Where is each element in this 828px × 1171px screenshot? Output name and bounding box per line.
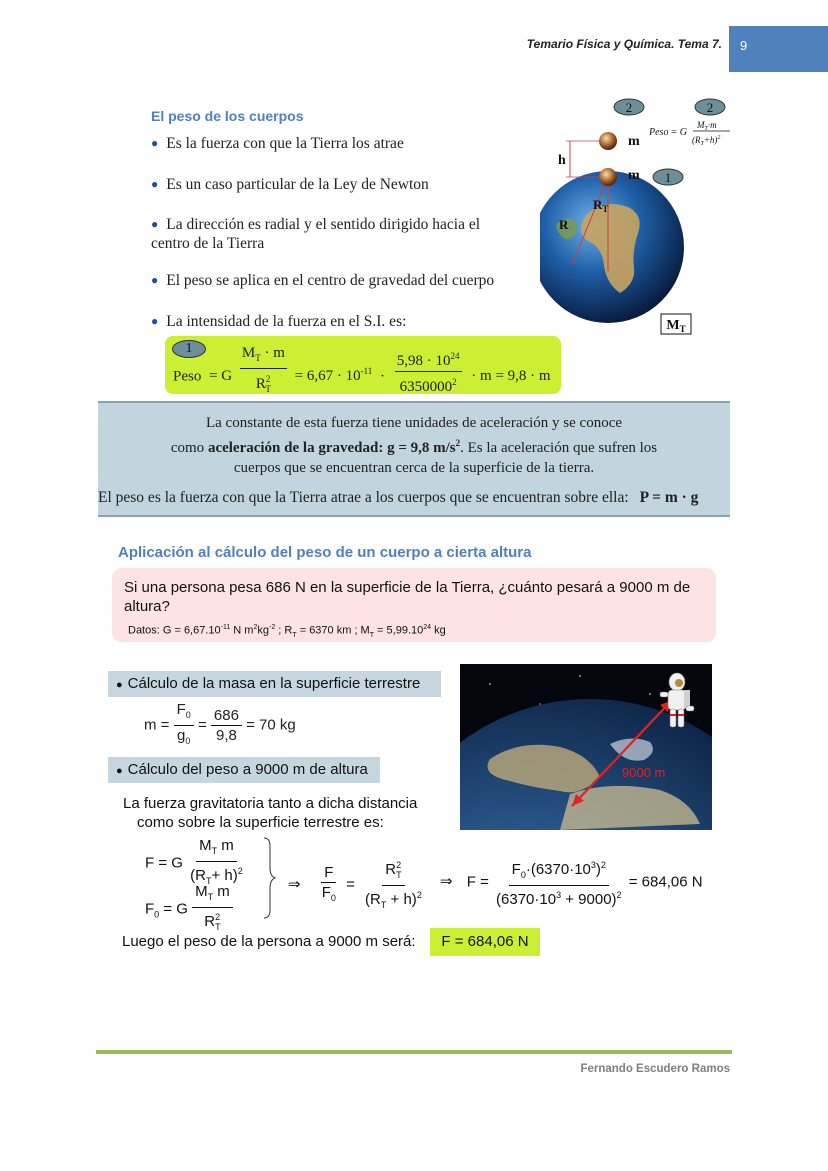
mt-sub: T	[211, 846, 218, 856]
bullet-icon: ●	[151, 273, 159, 287]
badge-2-formula-text: 2	[706, 100, 714, 115]
mass-label-2: m	[628, 134, 640, 149]
step-2-label	[108, 757, 380, 783]
rt-symbol: R	[255, 376, 266, 392]
rt2: R	[204, 913, 216, 930]
header-title: Temario Física y Química. Tema 7.	[526, 37, 722, 51]
calc-f: F =	[466, 873, 489, 891]
info-line-1: La constante de esta fuerza tiene unidades de aceleración y se conoce	[205, 415, 623, 431]
f0-eq-g: = G	[159, 900, 188, 918]
ratio-den	[362, 886, 425, 915]
bullet-text: Es la fuerza con que la Tierra los atrae	[166, 135, 404, 152]
ratio-den-sub: T	[380, 900, 387, 910]
ratio-f: F	[321, 863, 336, 883]
bullet-3	[151, 215, 480, 235]
calc-num-f: F	[511, 861, 521, 878]
g-symbol: g	[177, 727, 186, 744]
calc-num-close: )	[595, 861, 601, 878]
bullet-5	[151, 312, 406, 332]
ratio-f0-sub: 0	[330, 893, 336, 903]
data-mt-unit: kg	[431, 624, 446, 637]
bullet-icon: ●	[151, 314, 159, 328]
ratio-num-exp: 2	[396, 860, 402, 870]
mt-sub: T	[255, 353, 261, 363]
f0-symbol: F	[145, 900, 155, 918]
badge-2-top-text: 2	[625, 100, 633, 115]
mass-ball-2	[599, 132, 617, 150]
den-rt: (R	[190, 867, 206, 884]
calc-num-exp3: 3	[590, 860, 596, 870]
mass-result: = 70 kg	[246, 716, 296, 734]
earth-mass-m: M	[666, 318, 680, 333]
mt-rest: m	[217, 837, 234, 854]
mt-sub: T	[207, 892, 214, 902]
bullet-1	[151, 134, 404, 154]
implies-arrow-2: ⇒	[440, 873, 453, 891]
gravity-definition: aceleración de la gravedad: g = 9,8 m/s	[207, 440, 456, 456]
step-2-line-2: como sobre la superficie terrestre es:	[137, 814, 384, 831]
star	[649, 693, 651, 695]
bullet-icon: ●	[116, 679, 123, 691]
bullet-text: La intensidad de la fuerza en el S.I. es:	[166, 313, 407, 330]
ratio-num-r: R	[385, 861, 397, 878]
rt-sub: T	[265, 384, 271, 394]
calc-num	[509, 856, 609, 886]
distance-label: 9000 m	[622, 765, 666, 780]
radius-t-sub: T	[602, 204, 609, 214]
bullet-text: Es un caso particular de la Ley de Newton	[166, 176, 429, 193]
rt2-exp: 2	[215, 912, 221, 922]
bullet-icon: ●	[151, 217, 159, 231]
peso-den-sub: T	[700, 141, 704, 147]
step-2-explanation	[123, 794, 417, 832]
ratio-den-r: (R	[365, 891, 381, 908]
bullet-icon: ●	[151, 136, 159, 150]
peso-num-rest: ·m	[707, 120, 717, 130]
data-g-exp: -11	[220, 624, 231, 631]
badge-1-formula: 1	[172, 340, 206, 358]
implies-arrow: ⇒	[288, 876, 301, 894]
ratio-num	[382, 856, 404, 886]
info-line-2-pre: como	[170, 440, 208, 456]
f-sub: 0	[185, 710, 191, 720]
calc-den	[493, 886, 625, 909]
g-sub: 0	[185, 736, 191, 746]
data-mt-sub: T	[369, 631, 374, 639]
info-line-2	[138, 433, 690, 458]
weight-formula	[173, 345, 551, 405]
mass-ball-1	[599, 168, 617, 186]
f0-num	[192, 882, 233, 908]
formula-tail: · m = 9,8 · m	[471, 368, 551, 385]
radius-label: R	[559, 217, 569, 232]
data-rt: ; R	[275, 624, 293, 637]
page-number: 9	[740, 38, 748, 53]
info-line-2-post: . Es la aceleración que sufren los	[460, 440, 658, 456]
mass-den: 9,8	[215, 727, 237, 744]
problem-question: Si una persona pesa 686 N en la superficie de la Tierra, ¿cuánto pesará a 9000 m de altura?	[124, 579, 691, 615]
weight-definition-formula: P = m · g	[639, 489, 699, 506]
mass-value-fraction	[211, 706, 242, 745]
peso-formula-lhs	[648, 127, 687, 138]
eq-g: = G	[209, 368, 233, 385]
data-kg: kg	[257, 624, 270, 637]
earth-mass-sub: T	[679, 324, 686, 334]
numeric-den-exp: 2	[452, 376, 457, 387]
ratio-f0	[319, 883, 339, 908]
g0	[174, 726, 193, 751]
data-mt-val: = 5,99.10	[374, 624, 424, 637]
step-2-line-1: La fuerza gravitatoria tanto a dicha distancia	[123, 795, 418, 812]
peso-num-m: M	[697, 120, 705, 130]
height-label: h	[558, 153, 566, 168]
mt-m: M	[199, 837, 212, 854]
const-value: = 6,67 · 10	[294, 368, 361, 385]
bullet-icon: ●	[116, 765, 123, 777]
step-1-label	[108, 671, 441, 697]
rt2-sub: T	[215, 922, 221, 932]
den-exp: 2	[237, 866, 243, 876]
bullet-text: La dirección es radial y el sentido dirigido hacia el	[166, 216, 481, 233]
mt-numerator	[240, 343, 287, 369]
data-rt-val: = 6370 km ; M	[296, 624, 370, 637]
den-rt-sub: T	[205, 876, 212, 886]
bullet-4	[151, 271, 494, 291]
numeric-denominator	[398, 372, 459, 397]
f-num	[196, 836, 237, 862]
section-title-peso: El peso de los cuerpos	[151, 108, 304, 124]
info-line-2-bold	[208, 440, 460, 456]
peso-num-sub: T	[704, 126, 708, 132]
data-kg-exp: -2	[269, 624, 276, 631]
peso-word: Peso	[649, 127, 669, 138]
weight-definition-text: El peso es la fuerza con que la Tierra atrae a los cuerpos que se encuentran sobre ella:	[98, 489, 629, 506]
problem-data	[128, 624, 446, 639]
calc-fraction	[493, 856, 625, 909]
m-eq: m =	[144, 716, 170, 734]
eq-sign: =	[197, 716, 207, 734]
bullet-text: El peso se aplica en el centro de gravedad del cuerpo	[166, 272, 495, 289]
gravity-exp: 2	[455, 438, 461, 448]
peso-formula-num	[696, 120, 717, 132]
weight-definition	[98, 489, 730, 507]
f-eq-g: F = G	[145, 854, 183, 872]
calc-den-rest: + 9000)	[561, 891, 617, 908]
mass-num: 686	[211, 706, 242, 726]
rt-denominator	[254, 369, 273, 399]
ratio-f0-symbol: F	[321, 884, 331, 901]
f0-fraction	[192, 882, 233, 937]
ratio-den-rest: + h)	[386, 891, 417, 908]
mt-m: M	[195, 883, 208, 900]
earth-weight-diagram	[540, 95, 740, 335]
step-1-text: Cálculo de la masa en la superficie terrestre	[127, 675, 421, 692]
calc-result: = 684,06 N	[628, 873, 703, 891]
data-mt-exp: 24	[423, 624, 432, 631]
data-g-unit: N m	[230, 624, 254, 637]
calc-den-exp3: 3	[556, 890, 562, 900]
peso-label: Peso	[173, 368, 202, 385]
final-answer-text: Luego el peso de la persona a 9000 m será:	[122, 933, 416, 950]
den-rt-rest: + h)	[211, 867, 238, 884]
f0	[174, 700, 194, 726]
astronaut-earth-image	[460, 664, 712, 830]
numeric-num-value: 5,98 · 10	[396, 352, 451, 369]
const-exp: -11	[360, 366, 373, 377]
mt-over-rt-fraction	[240, 343, 287, 399]
peso-den-open: (R	[692, 135, 701, 145]
info-line-3: cuerpos que se encuentran cerca de la superficie de la tierra.	[233, 460, 595, 476]
mass-label-1: m	[628, 168, 640, 183]
rt-exp: 2	[265, 374, 271, 384]
numeric-den-value: 6350000	[399, 378, 453, 395]
gravity-info-box	[98, 401, 730, 517]
calc-den-exp2: 2	[616, 890, 622, 900]
rt-ratio	[362, 856, 425, 915]
star	[539, 703, 540, 704]
ratio-derivation	[288, 856, 425, 915]
footer-author: Fernando Escudero Ramos	[580, 1063, 730, 1075]
calc-num-exp2: 2	[600, 860, 606, 870]
mass-calculation	[144, 700, 296, 751]
peso-den-rest: +h)	[703, 135, 718, 145]
final-answer-box: F = 684,06 N	[430, 928, 540, 956]
calc-num-rest: ·(6370·10	[525, 861, 591, 878]
ratio-eq: =	[346, 876, 355, 894]
calc-num-sub: 0	[520, 870, 526, 880]
f-symbol: F	[176, 701, 186, 718]
eq-const	[295, 368, 373, 384]
star	[579, 675, 581, 677]
f0-over-g0	[174, 700, 194, 751]
final-calculation	[440, 856, 703, 909]
numeric-numerator	[395, 346, 462, 372]
badge-1-diagram-text: 1	[664, 170, 672, 185]
page-number-tab	[729, 26, 828, 72]
bullet-3-cont: centro de la Tierra	[151, 235, 265, 252]
footer-divider	[96, 1050, 732, 1054]
data-g: Datos: G = 6,67.10	[128, 624, 221, 637]
f-over-f0	[319, 863, 339, 908]
peso-den-exp: 2	[717, 135, 721, 141]
peso-formula-den	[692, 135, 720, 147]
ratio-den-exp: 2	[416, 890, 422, 900]
calc-den-value: (6370·10	[496, 891, 557, 908]
step-2-text: Cálculo del peso a 9000 m de altura	[127, 761, 368, 778]
bullet-icon: ●	[151, 177, 159, 191]
gravity-explanation	[138, 413, 690, 478]
f0-sub: 0	[154, 909, 160, 920]
data-m-exp: 2	[253, 624, 258, 631]
mt-rest: m	[213, 883, 230, 900]
surface-force-formula	[145, 882, 233, 937]
peso-eq: = G	[670, 127, 687, 138]
times-dot: ·	[380, 368, 386, 385]
data-rt-sub: T	[292, 631, 297, 639]
numeric-num-exp: 24	[450, 350, 460, 361]
section-title-altura: Aplicación al cálculo del peso de un cuerpo a cierta altura	[118, 544, 532, 561]
star	[489, 683, 491, 685]
ratio-num-sub: T	[396, 870, 402, 880]
radius-t-main: R	[593, 197, 603, 212]
bullet-2	[151, 175, 429, 195]
brace	[262, 836, 276, 920]
mt-rest: · m	[260, 345, 285, 361]
numeric-fraction	[395, 346, 462, 397]
mt-symbol: M	[241, 345, 256, 361]
problem-box	[112, 568, 716, 642]
weight-formula-box	[165, 336, 561, 394]
